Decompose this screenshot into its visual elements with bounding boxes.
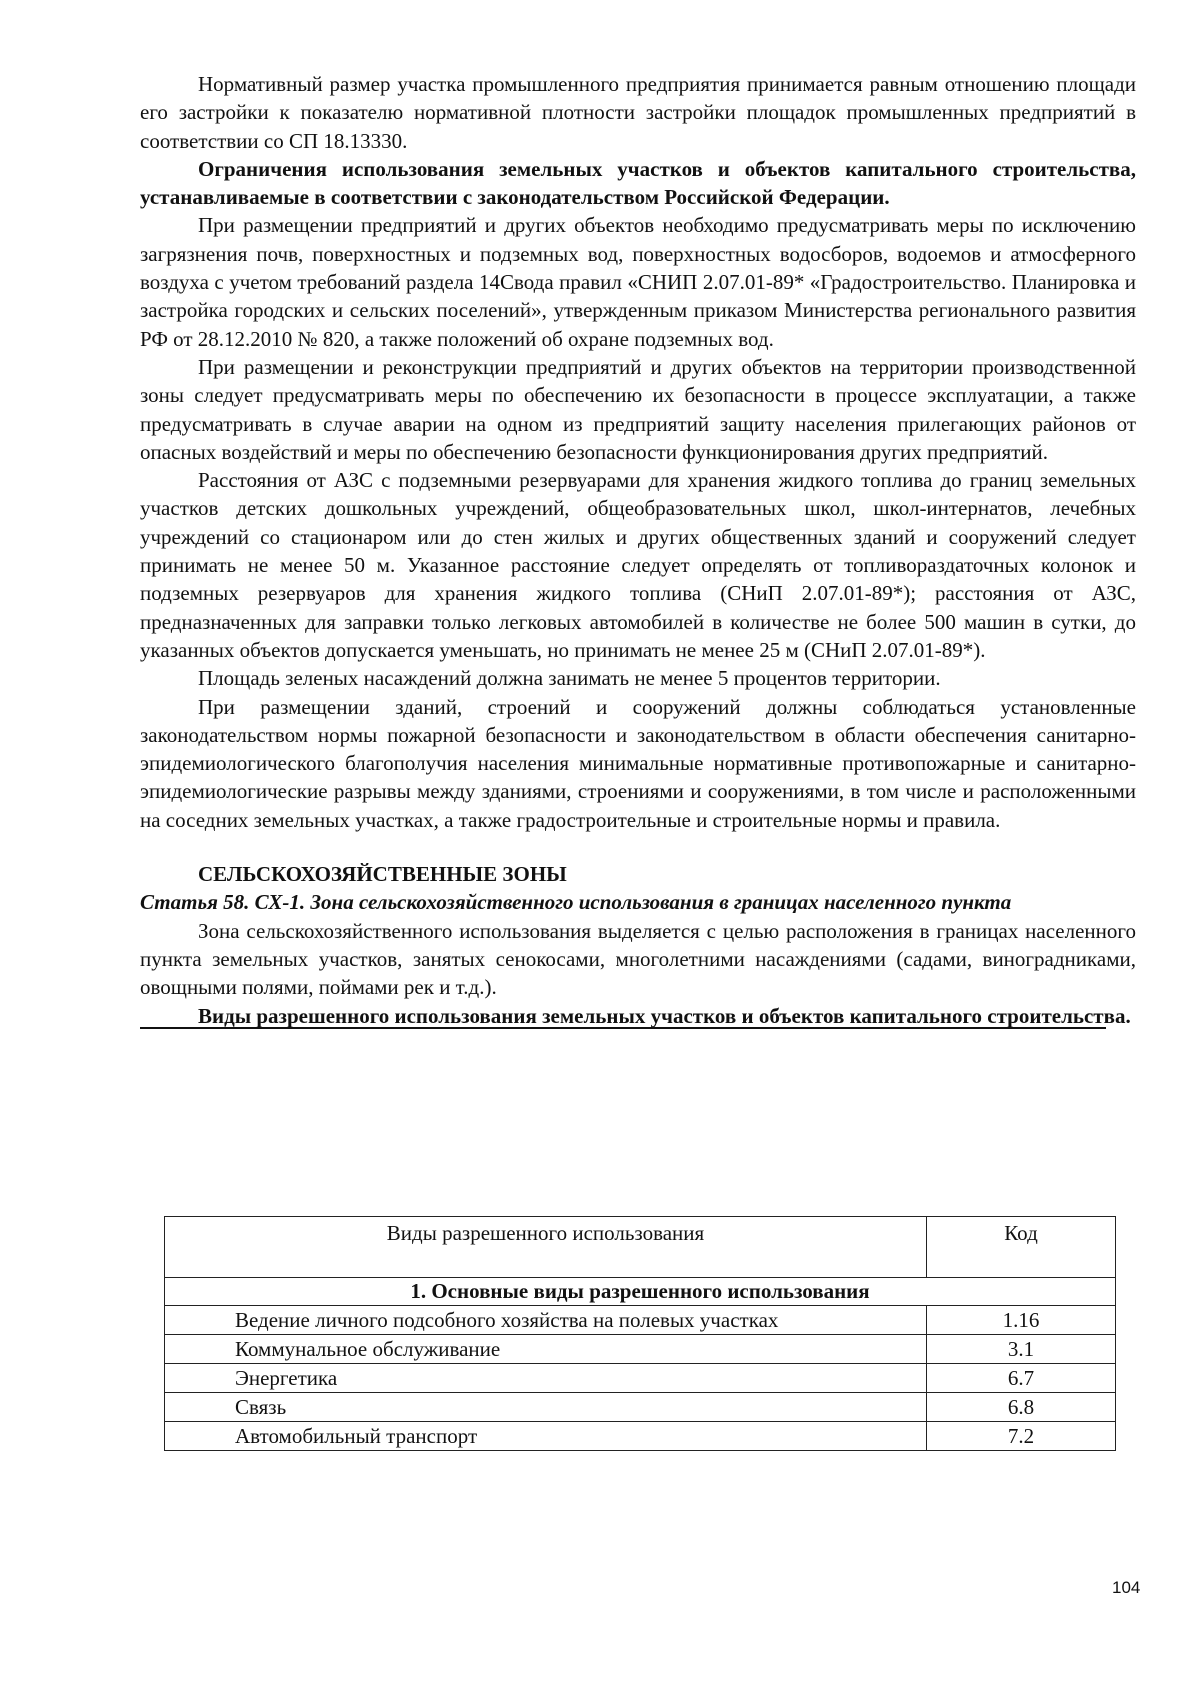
table-row — [165, 1393, 1116, 1422]
table-group-row — [165, 1278, 1116, 1306]
document-body — [140, 70, 1136, 1030]
paragraph-green-area: Площадь зеленых насаждений должна занимать не менее 5 процентов территории. — [198, 666, 941, 691]
permitted-uses-table — [164, 1216, 1116, 1451]
page-number: 104 — [1112, 1578, 1141, 1597]
table-cell-code: 7.2 — [927, 1422, 1116, 1451]
paragraph-pollution: При размещении предприятий и других объектов необходимо предусматривать меры по исключению загрязнения почв, поверхностных и подземных вод, поверхностных водосборов, водоемов и атмосферного воздуха с учетом требований раздела 14Свода правил «СНИП 2.07.01-89* «Градостроительство. Планировка и застройка городских и сельских поселений», утвержденным приказом Министерства регионального развития РФ от 28.12.2010 № 820, а также положений об охране подземных вод. — [140, 213, 1136, 351]
table-header-code: Код — [927, 1217, 1116, 1278]
table-cell-name: Ведение личного подсобного хозяйства на полевых участках — [165, 1306, 927, 1335]
table-cell-code: 6.8 — [927, 1393, 1116, 1422]
heading-restrictions: Ограничения использования земельных участков и объектов капитального строительства, устанавливаемые в соответствии с законодательством Российской Федерации. — [140, 156, 1136, 210]
paragraph-fire-safety: При размещении зданий, строений и сооружений должны соблюдаться установленные законодательством нормы пожарной безопасности и законодательством в области обеспечения санитарно-эпидемиологического благополучия населения минимальные нормативные противопожарные и санитарно-эпидемиологические разрывы между зданиями, строениями и сооружениями, в том числе и расположенными на соседних земельных участках, а также градостроительные и строительные нормы и правила. — [140, 694, 1136, 832]
table-group-title: 1. Основные виды разрешенного использования — [165, 1278, 1116, 1306]
table-cell-code: 6.7 — [927, 1364, 1116, 1393]
permitted-uses-heading: Виды разрешенного использования земельных участков и объектов капитального строительства. — [198, 1003, 1131, 1028]
article-title: Статья 58. СХ-1. Зона сельскохозяйственного использования в границах населенного пункта — [140, 890, 1012, 915]
table-row — [165, 1422, 1116, 1451]
table-row — [165, 1335, 1116, 1364]
table-cell-name: Коммунальное обслуживание — [165, 1335, 927, 1364]
table-cell-code: 1.16 — [927, 1306, 1116, 1335]
paragraph-zone-description: Зона сельскохозяйственного использования выделяется с целью расположения в границах населенного пункта земельных участков, занятых сенокосами, многолетними насаждениями (садами, виноградниками, овощными полями, поймами рек и т.д.). — [140, 918, 1136, 1000]
section-title: СЕЛЬСКОХОЗЯЙСТВЕННЫЕ ЗОНЫ — [198, 862, 567, 887]
paragraph-gas-stations: Расстояния от АЗС с подземными резервуарами для хранения жидкого топлива до границ земельных участков детских дошкольных учреждений, общеобразовательных школ, школ-интернатов, лечебных учреждений со стационаром или до стен жилых и других общественных зданий и сооружений следует принимать не менее 50 м. Указанное расстояние следует определять от топливораздаточных колонок и подземных резервуаров для хранения жидкого топлива (СНиП 2.07.01-89*); расстояния от АЗС, предназначенных для заправки только легковых автомобилей в количестве не более 500 машин в сутки, до указанных объектов допускается уменьшать, но принимать не менее 25 м (СНиП 2.07.01-89*). — [140, 468, 1136, 662]
heading-underline — [140, 1027, 1106, 1029]
table-cell-name: Автомобильный транспорт — [165, 1422, 927, 1451]
table-row — [165, 1306, 1116, 1335]
permitted-uses-heading-wrap — [140, 1002, 1136, 1030]
table-header-row — [165, 1217, 1116, 1278]
table-cell-name: Связь — [165, 1393, 927, 1422]
table-cell-code: 3.1 — [927, 1335, 1116, 1364]
paragraph-safety: При размещении и реконструкции предприятий и других объектов на территории производственной зоны следует предусматривать меры по обеспечению их безопасности в процессе эксплуатации, а также предусматривать в случае аварии на одном из предприятий защиту населения прилегающих районов от опасных воздействий и меры по обеспечению безопасности функционирования других предприятий. — [140, 354, 1136, 464]
paragraph-plot-size: Нормативный размер участка промышленного предприятия принимается равным отношению площади его застройки к показателю нормативной плотности застройки площадок промышленных предприятий в соответствии со СП 18.13330. — [140, 72, 1136, 153]
table-cell-name: Энергетика — [165, 1364, 927, 1393]
table-row — [165, 1364, 1116, 1393]
table-header-name: Виды разрешенного использования — [165, 1217, 927, 1278]
